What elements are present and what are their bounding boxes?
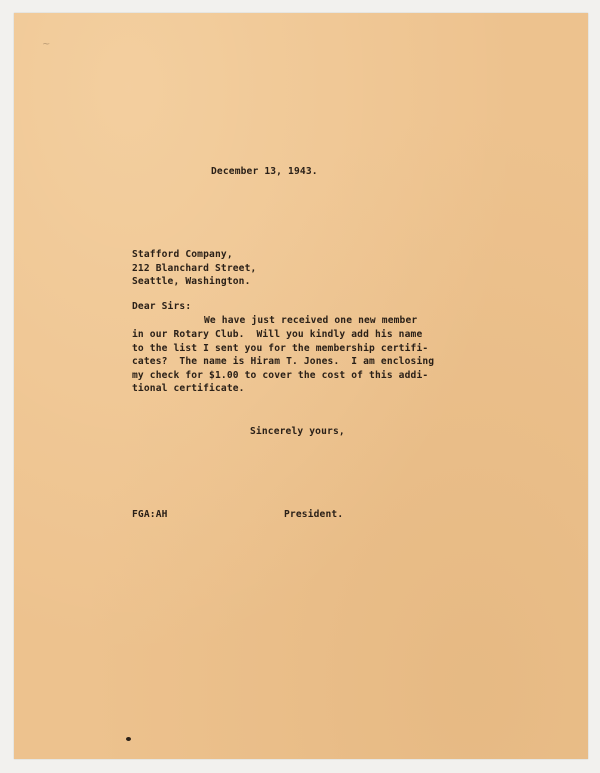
closing: Sincerely yours, bbox=[250, 426, 345, 437]
body-line: We have just received one new member bbox=[204, 315, 418, 326]
salutation: Dear Sirs: bbox=[132, 301, 192, 312]
ink-spot bbox=[126, 737, 131, 741]
typist-initials: FGA:AH bbox=[132, 509, 168, 520]
body-line: cates? The name is Hiram T. Jones. I am enclosing bbox=[132, 356, 435, 367]
address-line: Stafford Company, bbox=[132, 249, 233, 260]
letter-page bbox=[14, 13, 588, 759]
body-line: in our Rotary Club. Will you kindly add his name bbox=[132, 329, 423, 340]
pencil-mark: ~ bbox=[42, 39, 51, 50]
body-line: tional certificate. bbox=[132, 383, 245, 394]
letter-date: December 13, 1943. bbox=[211, 166, 318, 177]
address-line: 212 Blanchard Street, bbox=[132, 263, 257, 274]
body-line: my check for $1.00 to cover the cost of this addi- bbox=[132, 370, 429, 381]
body-line: to the list I sent you for the membership certifi- bbox=[132, 343, 429, 354]
address-line: Seattle, Washington. bbox=[132, 276, 251, 287]
signature-title: President. bbox=[284, 509, 344, 520]
